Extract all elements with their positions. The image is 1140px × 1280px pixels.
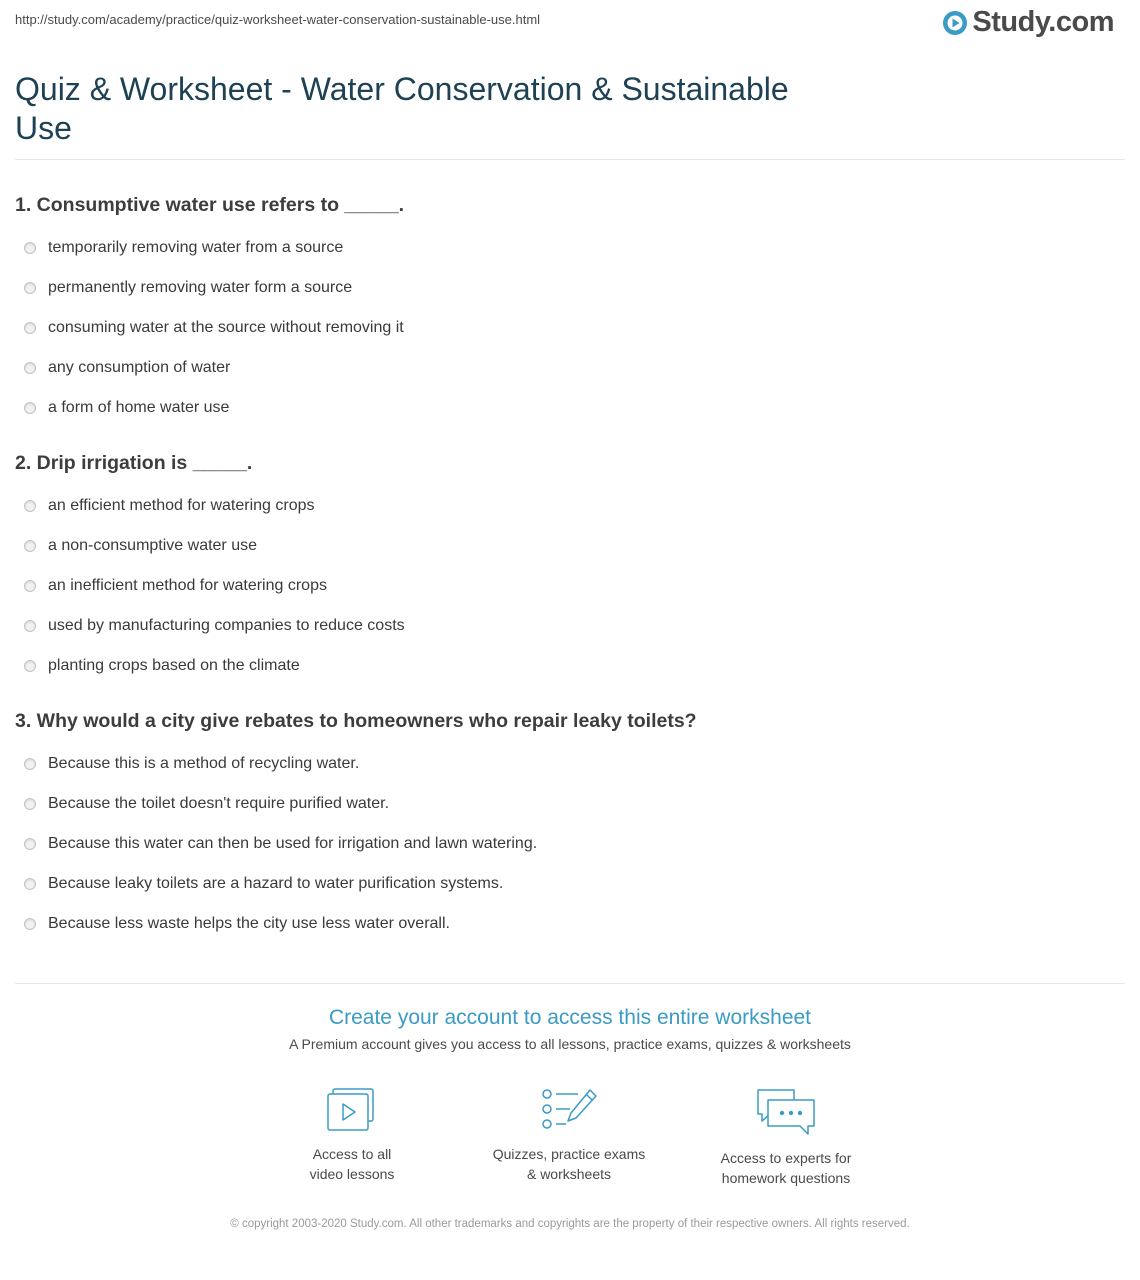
quiz-checklist-icon (540, 1086, 598, 1134)
radio-button[interactable] (24, 242, 36, 254)
play-circle-icon (942, 10, 968, 36)
copyright-text: © copyright 2003-2020 Study.com. All other trademarks and copyrights are the property of their respective owners. All rights reserved. (230, 1218, 910, 1230)
answer-option[interactable] (15, 388, 1115, 428)
feature-experts (686, 1086, 886, 1188)
answer-option[interactable] (15, 268, 1115, 308)
answer-label: any consumption of water (48, 359, 231, 376)
question-2 (15, 450, 1115, 686)
question-text: 2. Drip irrigation is _____. (15, 452, 253, 474)
question-text: 3. Why would a city give rebates to homeowners who repair leaky toilets? (15, 710, 697, 732)
answer-option[interactable] (15, 784, 1115, 824)
answer-option[interactable] (15, 864, 1115, 904)
answer-label: temporarily removing water from a source (48, 239, 344, 256)
answer-label: a non-consumptive water use (48, 537, 257, 554)
question-1 (15, 192, 1115, 428)
answer-label: consuming water at the source without removing it (48, 319, 404, 336)
answer-label: Because leaky toilets are a hazard to water purification systems. (48, 875, 504, 892)
radio-button[interactable] (24, 580, 36, 592)
answer-option[interactable] (15, 526, 1115, 566)
feature-label-line: Access to all (312, 1146, 392, 1162)
radio-button[interactable] (24, 660, 36, 672)
answer-label: Because the toilet doesn't require purified water. (48, 795, 390, 812)
feature-label (686, 1148, 886, 1188)
radio-button[interactable] (24, 918, 36, 930)
answer-label: planting crops based on the climate (48, 657, 300, 674)
radio-button[interactable] (24, 282, 36, 294)
answer-label: an efficient method for watering crops (48, 497, 315, 514)
answer-label: an inefficient method for watering crops (48, 577, 327, 594)
answer-option[interactable] (15, 824, 1115, 864)
answer-option[interactable] (15, 348, 1115, 388)
video-lessons-icon (325, 1086, 379, 1134)
feature-quizzes (469, 1086, 669, 1184)
radio-button[interactable] (24, 540, 36, 552)
question-3 (15, 708, 1115, 944)
feature-label-line: Access to experts for (720, 1150, 852, 1166)
feature-label (252, 1144, 452, 1184)
radio-button[interactable] (24, 798, 36, 810)
answer-label: Because this is a method of recycling water. (48, 755, 360, 772)
answer-option[interactable] (15, 486, 1115, 526)
answer-option[interactable] (15, 228, 1115, 268)
feature-video-lessons (252, 1086, 452, 1184)
question-text: 1. Consumptive water use refers to _____. (15, 194, 405, 216)
answer-label: Because this water can then be used for irrigation and lawn watering. (48, 835, 538, 852)
promo-subtitle: A Premium account gives you access to all lessons, practice exams, quizzes & worksheets (289, 1036, 851, 1052)
title-divider (15, 159, 1125, 160)
answer-option[interactable] (15, 744, 1115, 784)
answer-label: used by manufacturing companies to reduce costs (48, 617, 405, 634)
study-logo[interactable] (942, 6, 1114, 39)
answer-option[interactable] (15, 566, 1115, 606)
radio-button[interactable] (24, 620, 36, 632)
feature-label-line: homework questions (721, 1170, 851, 1186)
feature-label (469, 1144, 669, 1184)
radio-button[interactable] (24, 402, 36, 414)
radio-button[interactable] (24, 322, 36, 334)
answer-option[interactable] (15, 646, 1115, 686)
answer-option[interactable] (15, 904, 1115, 944)
create-account-link[interactable]: Create your account to access this entire worksheet (328, 1006, 812, 1029)
logo-text: Study.com (972, 6, 1114, 38)
feature-label-line: video lessons (309, 1166, 395, 1182)
answer-label: a form of home water use (48, 399, 230, 416)
feature-label-line: Quizzes, practice exams (492, 1146, 646, 1162)
answer-option[interactable] (15, 308, 1115, 348)
chat-bubbles-icon (754, 1086, 818, 1138)
radio-button[interactable] (24, 758, 36, 770)
radio-button[interactable] (24, 878, 36, 890)
answer-label: Because less waste helps the city use less water overall. (48, 915, 450, 932)
question-list (15, 192, 1115, 966)
answer-label: permanently removing water form a source (48, 279, 353, 296)
radio-button[interactable] (24, 500, 36, 512)
answer-option[interactable] (15, 606, 1115, 646)
page-title: Quiz & Worksheet - Water Conservation & Sustainable Use (15, 71, 789, 146)
promo-divider (15, 983, 1125, 984)
radio-button[interactable] (24, 838, 36, 850)
feature-label-line: & worksheets (526, 1166, 612, 1182)
radio-button[interactable] (24, 362, 36, 374)
page-url: http://study.com/academy/practice/quiz-worksheet-water-conservation-sustainable-use.html (15, 12, 541, 27)
